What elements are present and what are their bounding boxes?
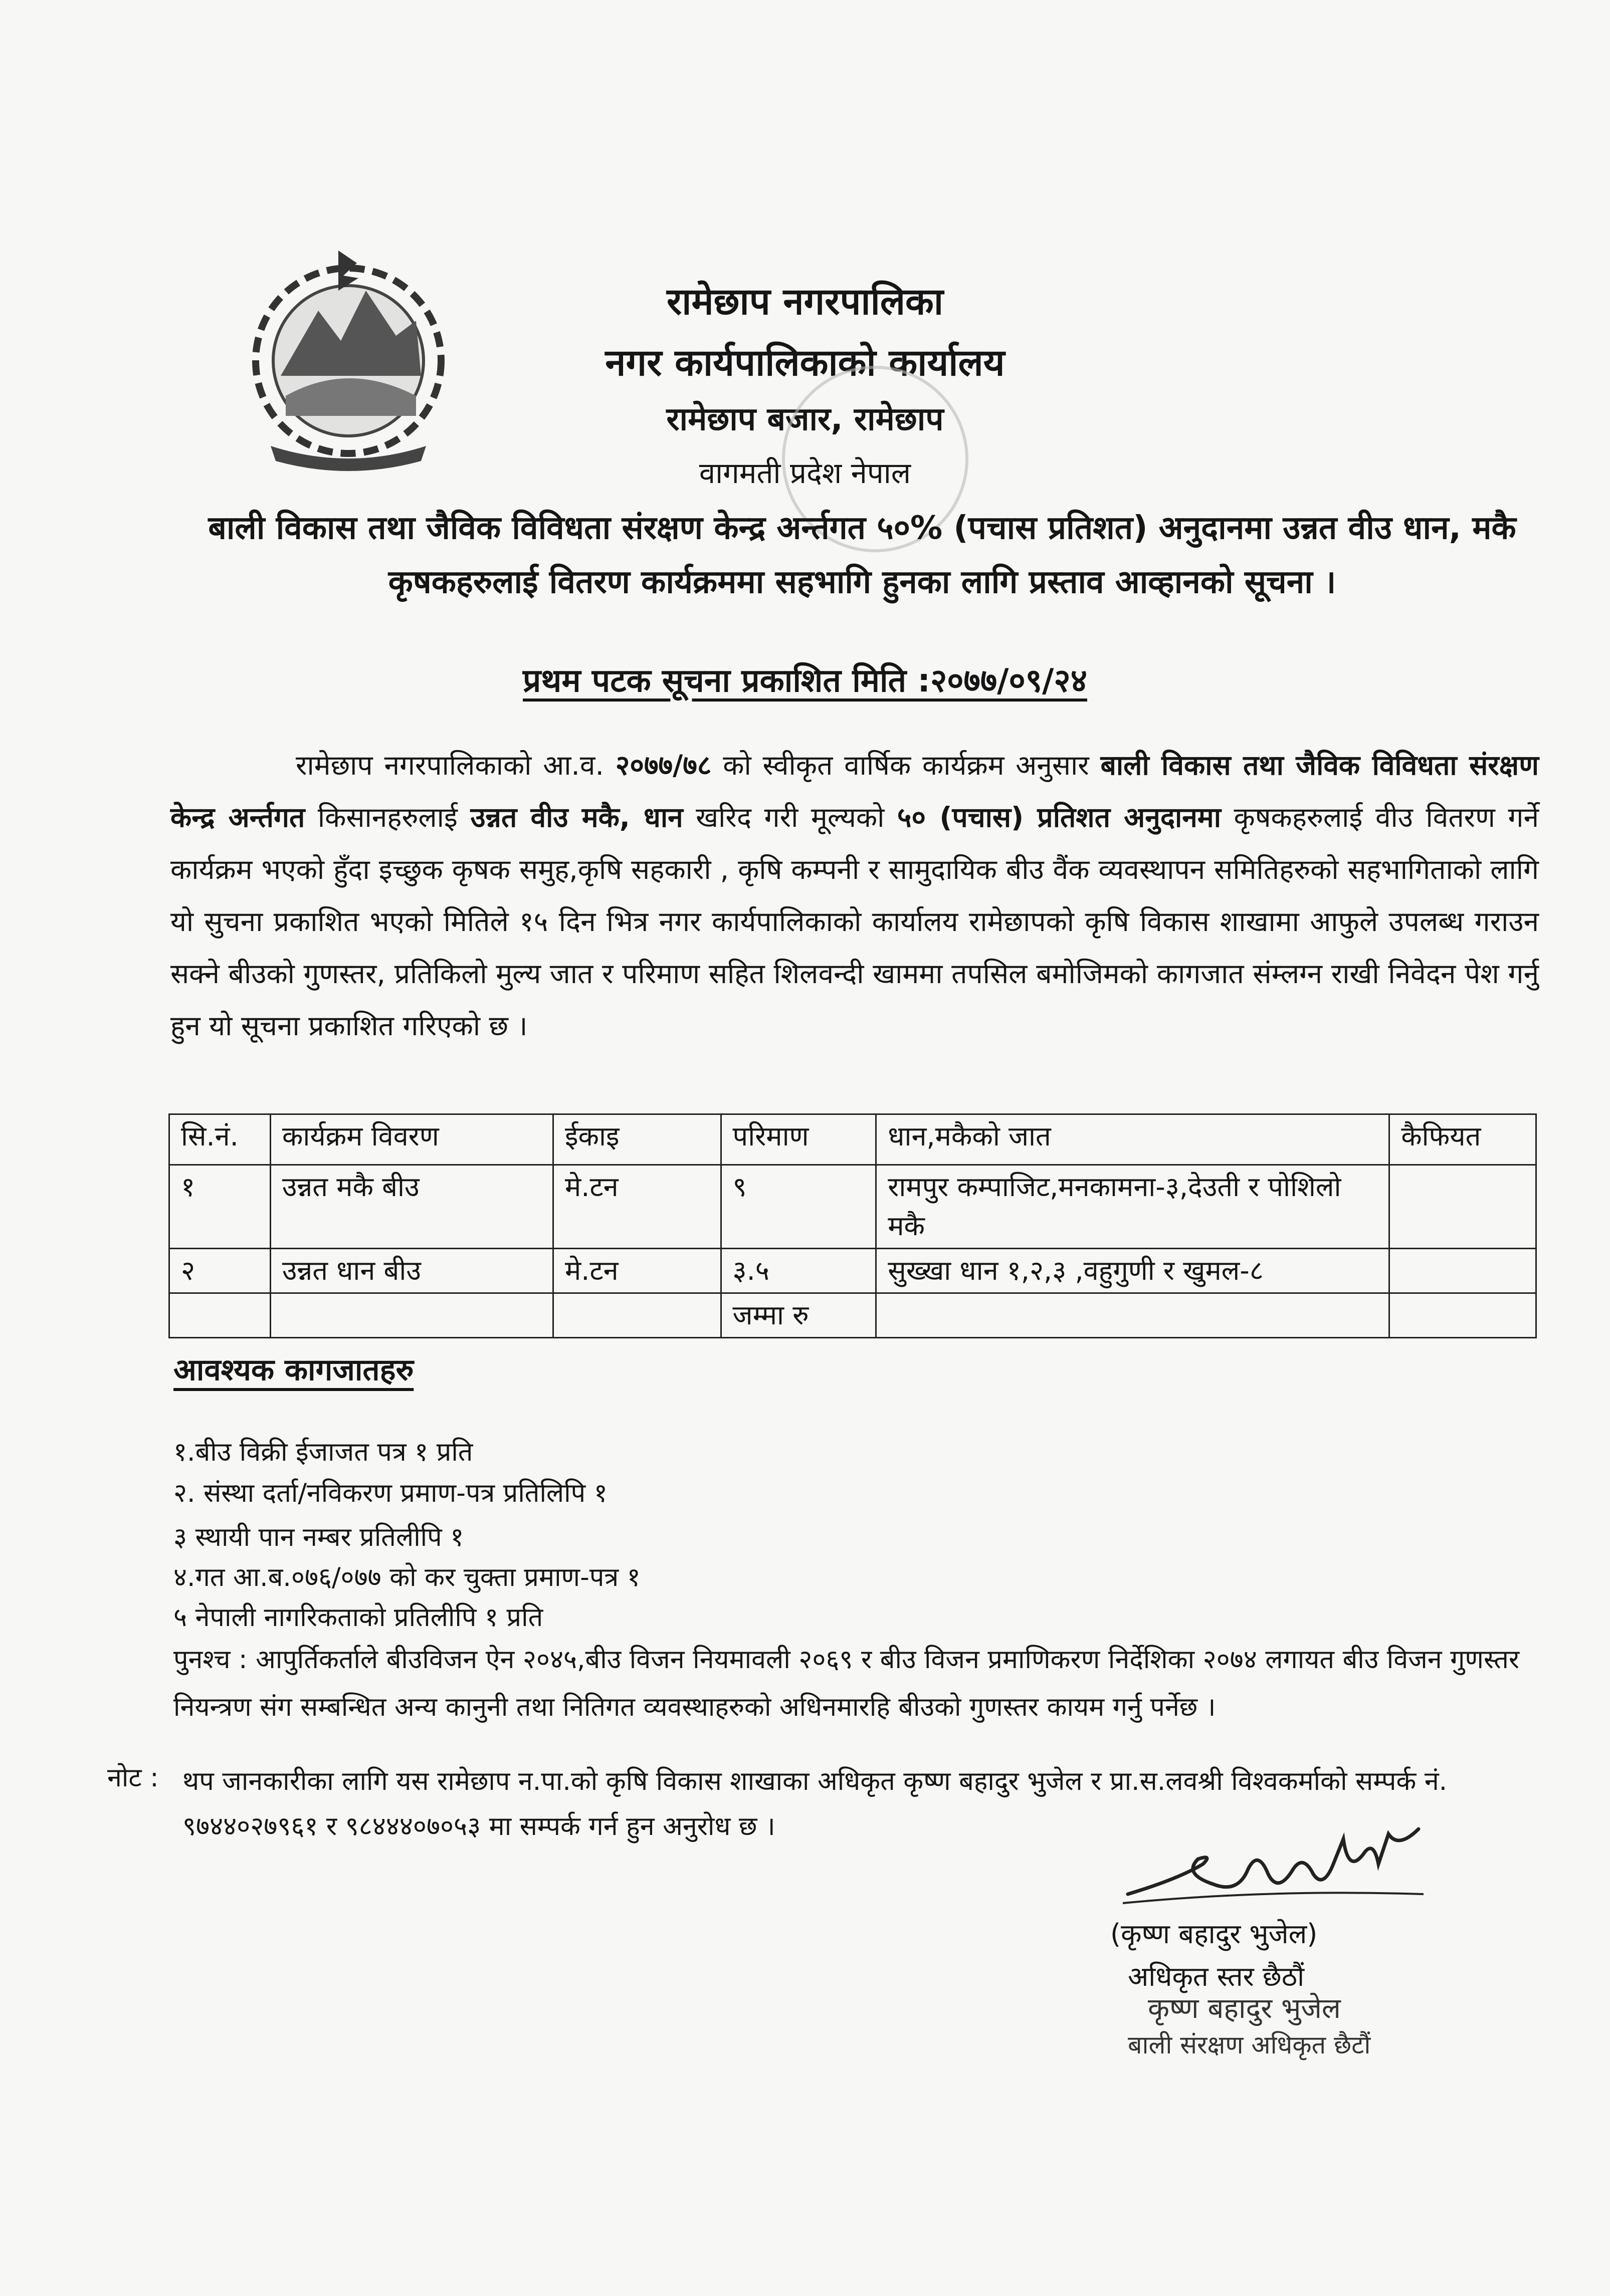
office-address: रामेछाप बजार, रामेछाप bbox=[666, 401, 944, 438]
col-header-variety: धान,मकैको जात bbox=[876, 1114, 1389, 1165]
document-item: ३ स्थायी पान नम्बर प्रतिलीपि १ bbox=[173, 1522, 464, 1552]
cell-program: उन्नत धान बीउ bbox=[270, 1249, 553, 1293]
cell-unit: मे.टन bbox=[553, 1249, 721, 1293]
seed-table bbox=[168, 1113, 1537, 1338]
office-name: नगर कार्यपालिकाको कार्यालय bbox=[605, 341, 1005, 384]
cell-variety bbox=[876, 1293, 1389, 1338]
col-header-sn: सि.नं. bbox=[169, 1114, 271, 1165]
cell-unit bbox=[553, 1293, 721, 1338]
notice-title: बाली विकास तथा जैविक विविधता संरक्षण केन्द्र अर्न्तगत ५०% (पचास प्रतिशत) अनुदानमा उन्नत वीउ धान, मकै कृषकहरुलाई वितरण कार्यक्रममा सहभागि हुनका लागि प्रस्ताव आव्हानको सूचना । bbox=[208, 510, 1516, 601]
document-item: ४.गत आ.ब.०७६/०७७ को कर चुक्ता प्रमाण-पत्र १ bbox=[173, 1562, 641, 1592]
cell-quantity: ९ bbox=[721, 1165, 876, 1249]
province-country: वागमती प्रदेश नेपाल bbox=[699, 456, 911, 490]
publication-date: प्रथम पटक सूचना प्रकाशित मिति :२०७७/०९/२४ bbox=[523, 662, 1087, 700]
cell-quantity: ३.५ bbox=[721, 1249, 876, 1293]
cell-unit: मे.टन bbox=[553, 1165, 721, 1249]
col-header-remarks: कैफियत bbox=[1389, 1114, 1536, 1165]
cell-sn: १ bbox=[169, 1165, 271, 1249]
col-header-program: कार्यक्रम विवरण bbox=[270, 1114, 553, 1165]
municipality-name: रामेछाप नगरपालिका bbox=[666, 280, 944, 323]
table-row bbox=[169, 1249, 1536, 1293]
handwritten-signature bbox=[1118, 1819, 1439, 1914]
table-total-row bbox=[169, 1293, 1536, 1338]
signatory-position: अधिकृत स्तर छैठौं bbox=[1128, 1961, 1305, 1992]
cell-sn bbox=[169, 1293, 271, 1338]
table-row bbox=[169, 1165, 1536, 1249]
cell-total-label: जम्मा रु bbox=[721, 1293, 876, 1338]
document-item: १.बीउ विक्री ईजाजत पत्र १ प्रति bbox=[173, 1437, 473, 1467]
cell-remarks bbox=[1389, 1165, 1536, 1249]
stamp-title: बाली संरक्षण अधिकृत छैटौं bbox=[1128, 2030, 1371, 2059]
cell-variety: रामपुर कम्पाजिट,मनकामना-३,देउती र पोशिलो मकै bbox=[876, 1165, 1389, 1249]
cell-variety: सुख्खा धान १,२,३ ,वहुगुणी र खुमल-८ bbox=[876, 1249, 1389, 1293]
note-text: थप जानकारीका लागि यस रामेछाप न.पा.को कृषि विकास शाखाका अधिकृत कृष्ण बहादुर भुजेल र प्रा.स.लवश्री विश्वकर्माको सम्पर्क नं. ९७४४०२७९६१ र ९८४४४०७०५३ मा सम्पर्क गर्न हुन अनुरोध छ । bbox=[182, 1766, 1448, 1842]
signatory-name: (कृष्ण बहादुर भुजेल) bbox=[1110, 1918, 1318, 1950]
documents-heading: आवश्यक कागजातहरु bbox=[173, 1352, 414, 1388]
col-header-quantity: परिमाण bbox=[721, 1114, 876, 1165]
cell-sn: २ bbox=[169, 1249, 271, 1293]
table-header-row bbox=[169, 1114, 1536, 1165]
note-label: नोट : bbox=[107, 1763, 159, 1793]
cell-program bbox=[270, 1293, 553, 1338]
cell-program: उन्नत मकै बीउ bbox=[270, 1165, 553, 1249]
notice-body: रामेछाप नगरपालिकाको आ.व. २०७७/७८ को स्वीकृत वार्षिक कार्यक्रम अनुसार बाली विकास तथा जैविक विविधता संरक्षण केन्द्र अर्न्तगत किसानहरुलाई उन्नत वीउ मकै, धान खरिद गरी मूल्यको ५० (पचास) प्रतिशत अनुदानमा कृषकहरुलाई वीउ वितरण गर्ने कार्यक्रम भएको हुँदा इच्छुक कृषक समुह,कृषि सहकारी , कृषि कम्पनी र सामुदायिक बीउ वैंक व्यवस्थापन समितिहरुको सहभागिताको लागि यो सुचना प्रकाशित भएको मितिले १५ दिन भित्र नगर कार्यपालिकाको कार्यालय रामेछापको कृषि विकास शाखामा आफुले उपलब्ध गराउन सक्ने बीउको गुणस्तर, प्रतिकिलो मुल्य जात र परिमाण सहित शिलवन्दी खाममा तपसिल बमोजिमको कागजात संम्लग्न राखी निवेदन पेश गर्नु हुन यो सूचना प्रकाशित गरिएको छ । bbox=[170, 749, 1539, 1042]
col-header-unit: ईकाइ bbox=[553, 1114, 721, 1165]
document-item: ५ नेपाली नागरिकताको प्रतिलीपि १ प्रति bbox=[173, 1602, 543, 1633]
cell-remarks bbox=[1389, 1249, 1536, 1293]
postscript: पुनश्च : आपुर्तिकर्ताले बीउविजन ऐन २०४५,बीउ विजन नियमावली २०६९ र बीउ विजन प्रमाणिकरण निर्देशिका २०७४ लगायत बीउ विजन गुणस्तर नियन्त्रण संग सम्बन्धित अन्य कानुनी तथा नितिगत व्यवस्थाहरुको अधिनमारहि बीउको गुणस्तर कायम गर्नु पर्नेछ । bbox=[173, 1645, 1520, 1722]
document-item: २. संस्था दर्ता/नविकरण प्रमाण-पत्र प्रतिलिपि १ bbox=[173, 1478, 608, 1508]
stamp-name: कृष्ण बहादुर भुजेल bbox=[1148, 1992, 1341, 2025]
cell-remarks bbox=[1389, 1293, 1536, 1338]
